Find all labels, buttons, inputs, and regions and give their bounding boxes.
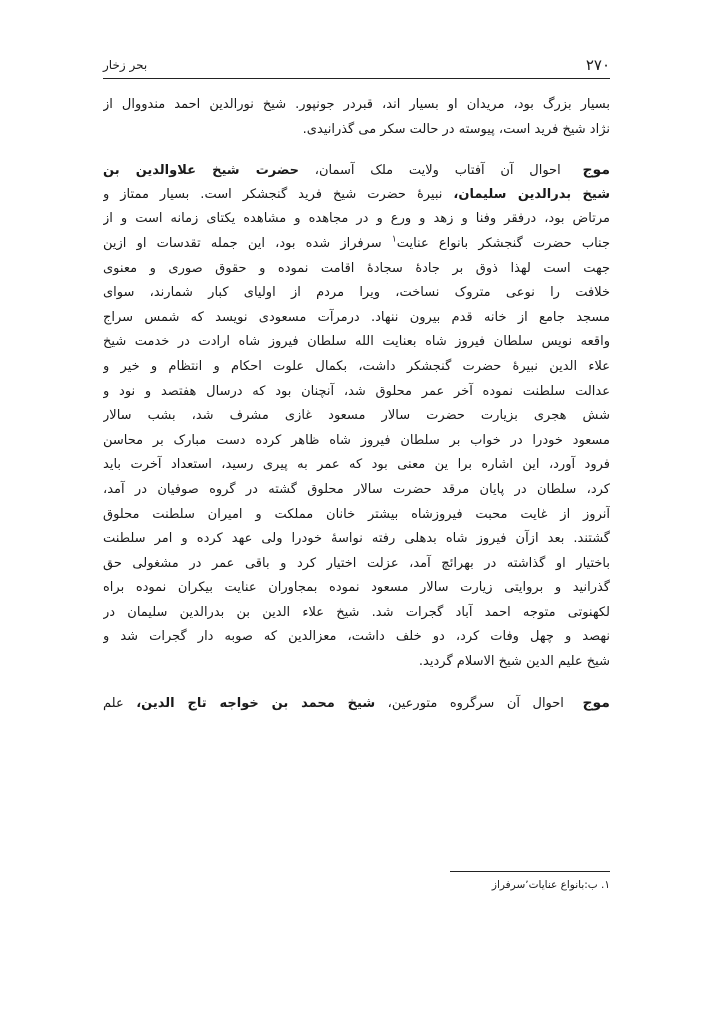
paragraph-gap [103,675,610,691]
text-line: نهصد و چهل وفات کرد، دو خلف داشت، معزالدین که صوبه دار گجرات شد و [103,629,610,645]
text-line: علاء الدین نبیرهٔ حضرت گنجشکر داشت، بکمال علوت احکام و انتظام و خیر و [103,358,610,374]
text-line: خلافت را نوعی متروک نساخت، ویرا مردم از اولیای کبار شمارند، سوای [103,285,610,301]
bold-name: شیخ بدرالدین سلیمان، [453,186,610,202]
text-line: شیخ بدرالدین سلیمان، نبیرهٔ حضرت شیخ فرید گنجشکر است. بسیار ممتاز و [103,186,610,202]
text-line: فرود آورد، این اشاره برا ین معنی بود که عمر به پیری رسید، استعداد آخرت باید [103,457,610,473]
text-line: نژاد شیخ فرید است، پیوسته در حالت سکر می گذرانیدی. [302,121,610,137]
text-line: جهت است لهذا ذوق بر جادهٔ سجادهٔ اقامت نموده و حقوق صوری و معنوی [103,260,610,276]
text-line: باختیار او گذاشته در بهرائچ آمد، عزلت اختیار کرد و باقی عمر در مشغولی حق [103,555,610,571]
text-line: گذرانید و بروایتی زیارت سالار مسعود نموده بمجاوران عنایت بیکران نموده براه [103,580,610,596]
text-line: عدالت سلطنت نموده آخر عمر محلوق شد، آنچنان بود که درسال هفتصد و نود و [103,383,610,399]
text-line: شش هجری بزیارت حضرت سالار مسعود غازی مشرف شد، بشب سالار [103,408,610,424]
page-number: ۲۷۰ [585,56,610,74]
footnote-divider [450,871,610,872]
section-marker: موج [582,162,610,179]
text-line: شیخ علیم الدین شیخ الاسلام گردید. [418,654,610,670]
running-header [103,56,610,79]
text-line: کرد، سلطان در پایان مرقد حضرت سالار محلوق گشته در گروه صوفیان در آمد، [103,481,610,497]
text-line: بسیار بزرگ بود، مریدان او بسیار اند، قبردر جونپور. شیخ نورالدین احمد مندووال از [103,97,610,112]
footnote-reference: ۱ [391,234,397,245]
footnote: ۱. ب:بانواع عنایات٬سرفراز [491,879,610,891]
text-line: گشتند. بعد ازآن فیروز شاه بدهلی رفته نواسهٔ خودرا ولی عهد کرده و امر سلطنت [103,531,610,547]
section-marker: موج [582,694,610,711]
text-line: واقعه نویس سلطان فیروز شاه بعنایت الله سلطان فیروز شاه ارادت در خدمت شیخ [103,334,610,350]
paragraph-gap [103,142,610,158]
text-line: موج احوال آن آفتاب ولایت ملک آسمان، حضرت شیخ علاوالدین بن [103,162,610,179]
bold-name: شیخ محمد بن خواجه تاج الدین، [136,695,376,711]
body-text [103,93,610,715]
text-line: جناب حضرت گنجشکر بانواع عنایت$^۱$ سرفراز شده بود، این جمله تقدسات او ازین [103,234,610,251]
book-title: بحر زخار [103,58,148,72]
bold-name: حضرت شیخ علاوالدین بن [103,163,300,179]
text-line: مرتاض بود، درفقر وفنا و زهد و ورع و در مجاهده و مشاهده یکتای زمانه است و از [103,211,610,227]
text-line: آنروز از غایت محبت فیروزشاه بیشتر خانان مملکت و امیران سلطنت محلوق [103,506,610,522]
text-line: مسجد جامع از خانه قدم بیرون ننهاد. درمرآت مسعودی نویسد که شمس سراج [103,309,610,325]
text-line: لکهنوتی متوجه احمد آباد گجرات شد. شیخ علاء الدین بن بدرالدین سلیمان در [103,604,610,620]
text-line: موج احوال آن سرگروه متورعین، شیخ محمد بن خواجه تاج الدین، علم [103,694,610,711]
text-line: مسعود خودرا در خواب بر سلطان فیروز شاه ظاهر کرده دست مبارک بر محاسن [103,432,610,448]
